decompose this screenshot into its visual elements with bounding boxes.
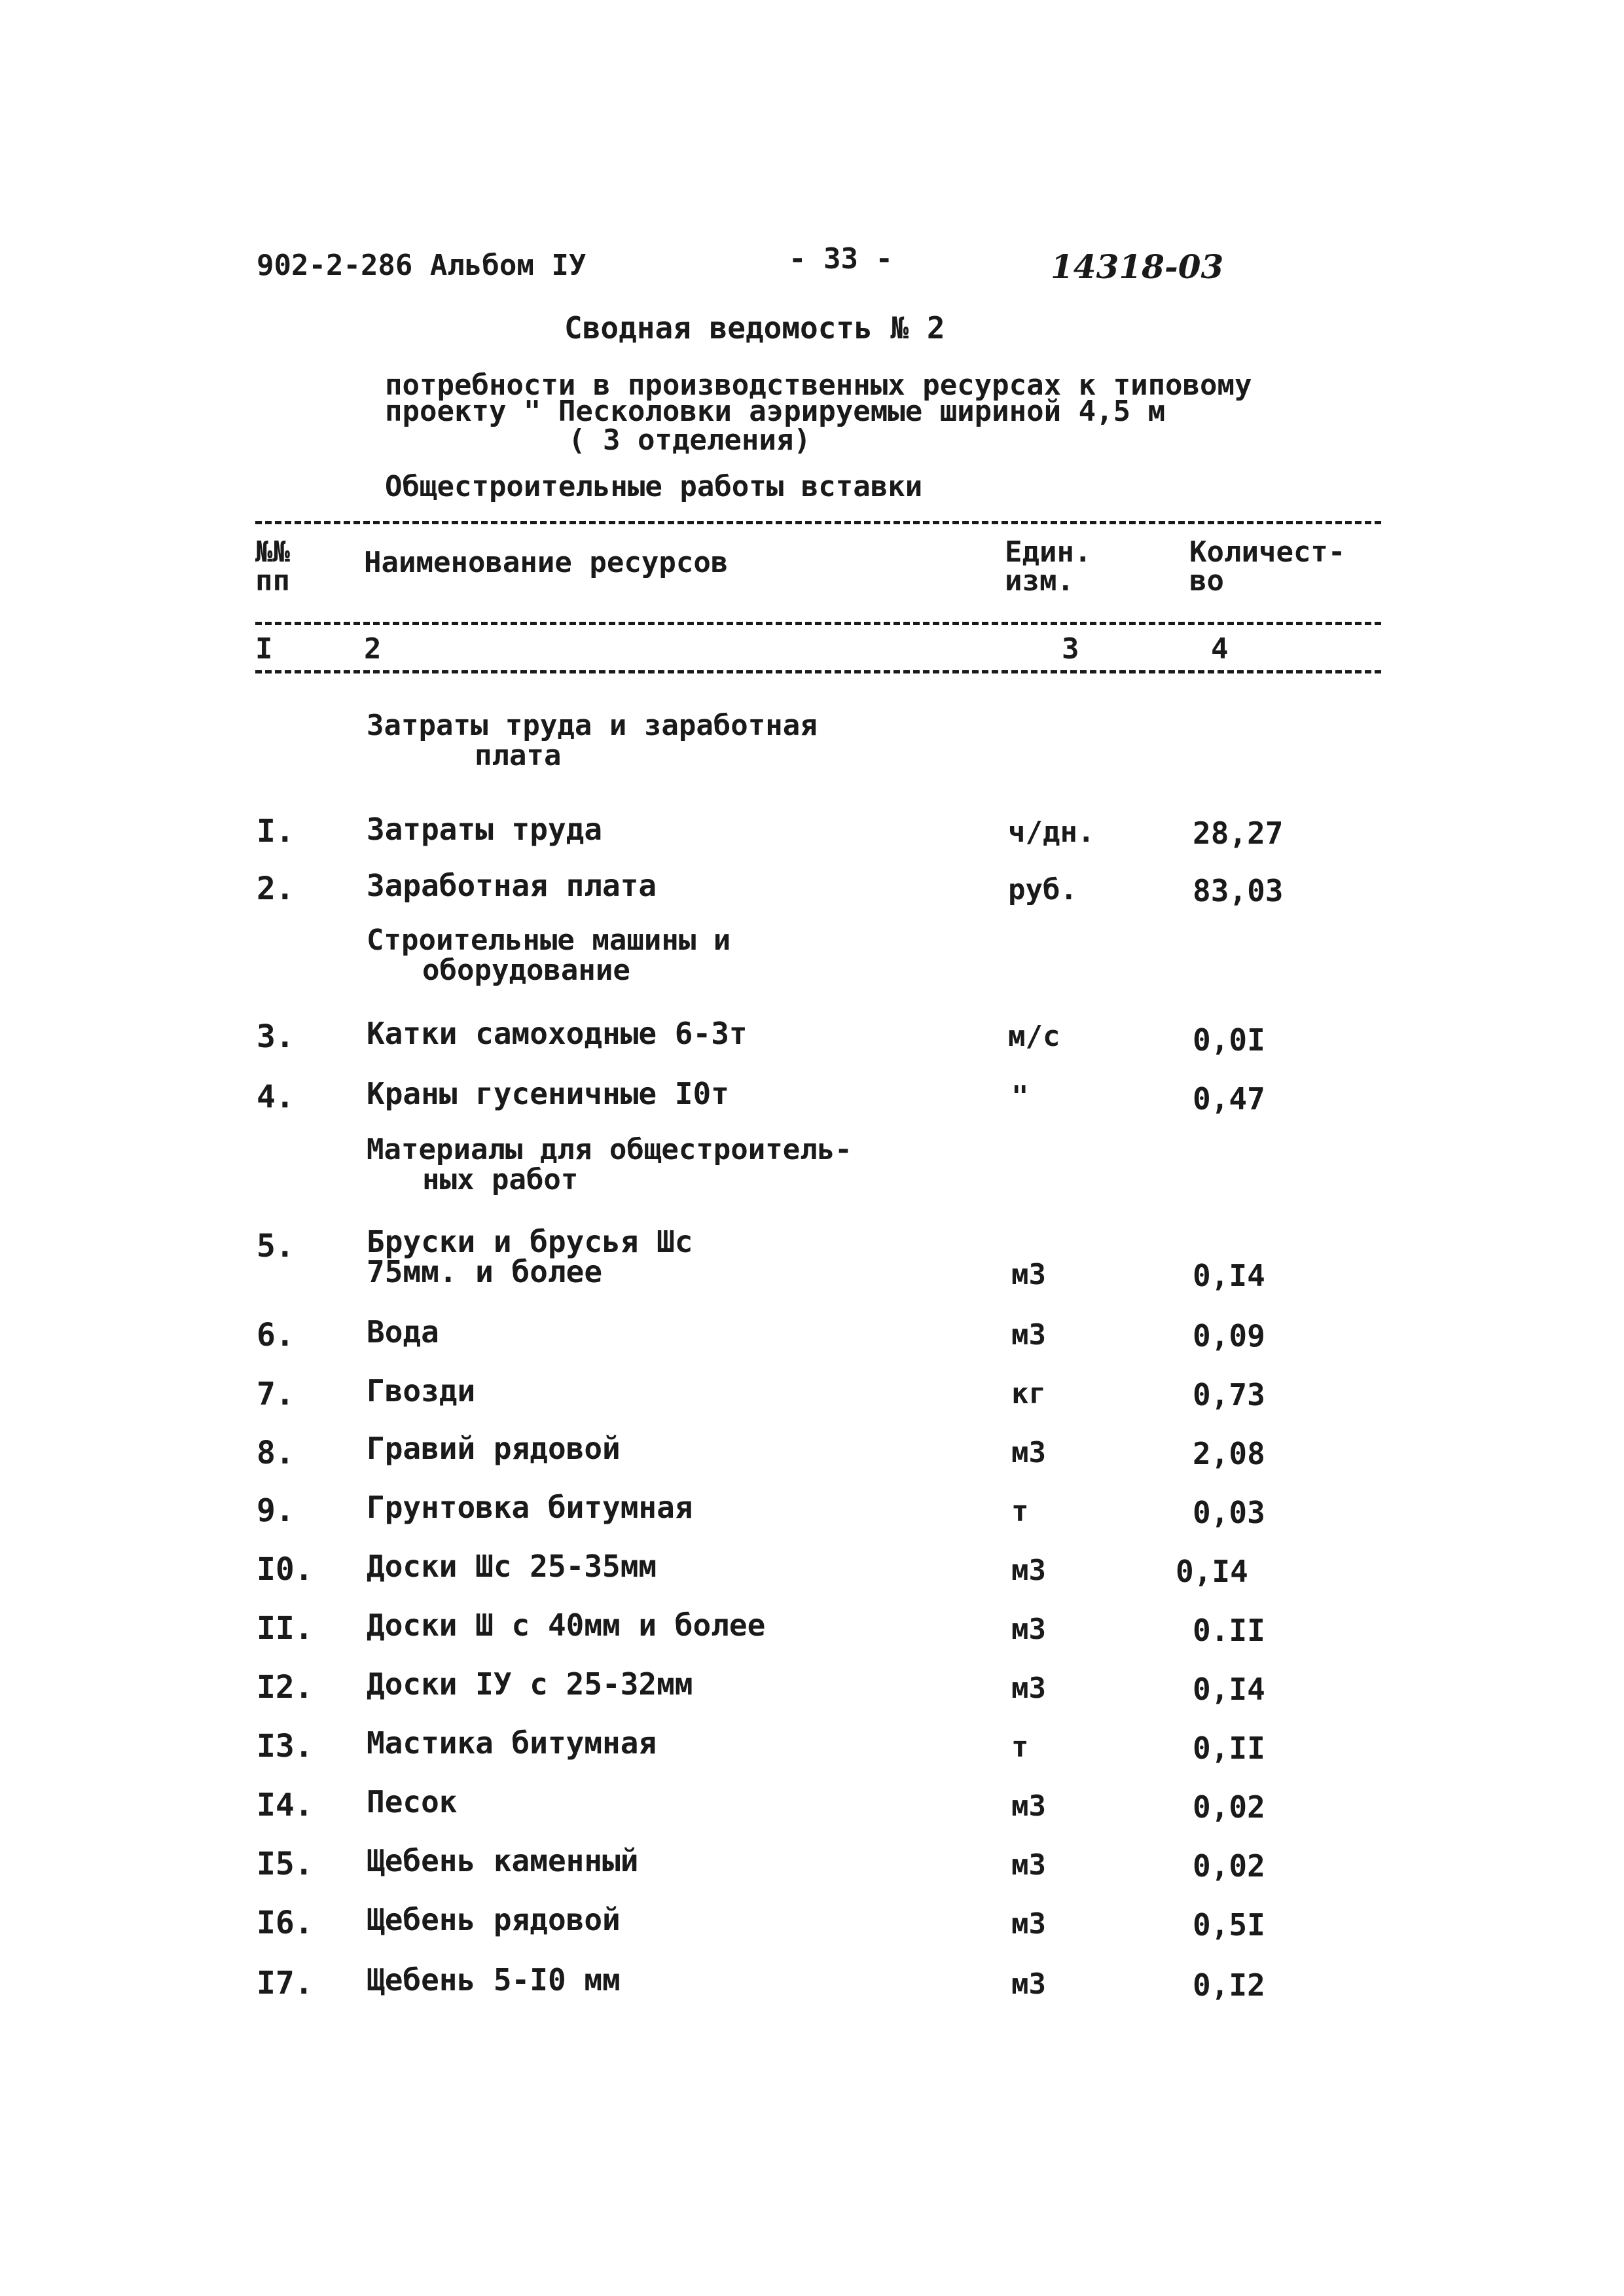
- table-top-rule: [255, 521, 1381, 524]
- row-name: Доски Шс 25-35мм: [367, 1549, 657, 1584]
- header-bottom-rule: [255, 622, 1381, 625]
- row-qty: 0,II: [1193, 1731, 1265, 1766]
- header-num: [255, 535, 290, 598]
- row-name: Краны гусеничные I0т: [367, 1076, 729, 1111]
- group-materials-line-1: Материалы для общестроитель-: [367, 1133, 852, 1166]
- row-qty: 0,03: [1193, 1495, 1265, 1530]
- row-num: 4.: [257, 1079, 295, 1115]
- row-num: II.: [257, 1610, 314, 1647]
- row-unit: м3: [1011, 1789, 1046, 1823]
- row-num: I5.: [257, 1846, 314, 1882]
- row-num: 6.: [257, 1317, 295, 1354]
- row-unit: м3: [1011, 1318, 1046, 1352]
- row-name: Доски Ш с 40мм и более: [367, 1607, 766, 1643]
- row-name: Гвозди: [367, 1373, 476, 1408]
- row-name-line-2: 75мм. и более: [367, 1254, 603, 1289]
- row-num: I4.: [257, 1787, 314, 1823]
- row-name: Песок: [367, 1784, 458, 1820]
- header-qty-line-2: во: [1189, 564, 1224, 598]
- row-qty: 0,I4: [1193, 1258, 1265, 1293]
- header-unit-line-1: Един.: [1005, 535, 1092, 569]
- row-qty: 0,5I: [1193, 1907, 1265, 1943]
- row-num: 9.: [257, 1492, 295, 1529]
- row-name: Вода: [367, 1314, 439, 1350]
- row-qty: 0,02: [1193, 1789, 1265, 1825]
- row-qty: 0,I4: [1193, 1672, 1265, 1707]
- header-num-line-1: №№: [255, 535, 290, 569]
- subtitle-line-3: ( 3 отделения): [568, 423, 811, 457]
- row-num: 3.: [257, 1018, 295, 1055]
- handwritten-number: 14318-03: [1051, 247, 1224, 286]
- row-qty: 28,27: [1193, 816, 1284, 851]
- row-unit: т: [1011, 1731, 1029, 1764]
- row-num: 7.: [257, 1376, 295, 1412]
- group-labor-line-1: Затраты труда и заработная: [367, 709, 818, 742]
- row-name: Щебень каменный: [367, 1843, 639, 1878]
- row-name: Гравий рядовой: [367, 1431, 621, 1466]
- row-unit: руб.: [1008, 873, 1077, 906]
- row-name: Заработная плата: [367, 868, 657, 903]
- row-unit: м3: [1011, 1672, 1046, 1705]
- subtitle-line-1: потребности в производственных ресурсах к типовому: [385, 368, 1252, 402]
- row-name: Катки самоходные 6-3т: [367, 1016, 748, 1051]
- group-materials: [367, 1135, 852, 1195]
- group-labor-line-2: плата: [475, 739, 562, 772]
- row-qty: 0,47: [1193, 1081, 1265, 1117]
- row-qty: 0,09: [1193, 1318, 1265, 1354]
- row-unit: м3: [1011, 1554, 1046, 1587]
- section-title: Общестроительные работы вставки: [385, 470, 923, 503]
- header-num-line-2: пп: [255, 564, 290, 598]
- group-labor: [367, 711, 818, 771]
- row-name: [367, 1224, 693, 1289]
- header-unit: [1005, 535, 1092, 598]
- row-unit: м3: [1011, 1848, 1046, 1882]
- row-num: 5.: [257, 1228, 295, 1265]
- row-name: Доски IУ с 25-32мм: [367, 1666, 693, 1702]
- row-qty: 0,I2: [1193, 1967, 1265, 2003]
- group-machines-line-1: Строительные машины и: [367, 924, 731, 957]
- row-num: I6.: [257, 1905, 314, 1941]
- row-num: 2.: [257, 870, 295, 907]
- row-qty: 0,02: [1193, 1848, 1265, 1884]
- index-col-3: 3: [1062, 632, 1079, 666]
- row-unit: м3: [1011, 1967, 1046, 2001]
- row-qty: 0,73: [1193, 1377, 1265, 1412]
- group-machines-line-2: оборудование: [422, 954, 630, 987]
- row-unit: кг: [1011, 1377, 1046, 1410]
- row-name: Щебень рядовой: [367, 1902, 621, 1937]
- header-qty-line-1: Количест-: [1189, 535, 1346, 569]
- row-unit: м3: [1011, 1907, 1046, 1941]
- row-num: I2.: [257, 1669, 314, 1706]
- row-qty: 2,08: [1193, 1436, 1265, 1471]
- row-qty: 0,I4: [1176, 1554, 1248, 1589]
- group-machines: [367, 925, 731, 986]
- row-unit: т: [1011, 1495, 1029, 1528]
- document-code: 902-2-286 Альбом IУ: [257, 249, 586, 282]
- index-col-4: 4: [1211, 632, 1229, 666]
- row-name: Мастика битумная: [367, 1725, 657, 1761]
- row-num: I.: [257, 813, 295, 850]
- group-materials-line-2: ных работ: [422, 1163, 579, 1196]
- header-name: Наименование ресурсов: [364, 546, 729, 579]
- index-col-1: I: [255, 632, 273, 666]
- row-unit: м3: [1011, 1613, 1046, 1646]
- row-num: I7.: [257, 1965, 314, 2001]
- row-qty: 0,0I: [1193, 1022, 1265, 1058]
- row-num: I3.: [257, 1728, 314, 1765]
- row-name: Щебень 5-I0 мм: [367, 1962, 621, 1998]
- row-unit: м/с: [1008, 1020, 1060, 1053]
- subtitle-line-2: проекту " Песколовки аэрируемые шириной 4,5 м: [385, 395, 1166, 428]
- header-qty: [1189, 535, 1346, 598]
- row-name: Грунтовка битумная: [367, 1490, 693, 1525]
- row-num: I0.: [257, 1551, 314, 1588]
- document-title: Сводная ведомость № 2: [564, 310, 945, 346]
- row-unit: м3: [1011, 1436, 1046, 1469]
- row-unit: ": [1011, 1080, 1029, 1113]
- row-unit: м3: [1011, 1258, 1046, 1291]
- index-col-2: 2: [364, 632, 382, 666]
- row-num: 8.: [257, 1435, 295, 1471]
- row-qty: 83,03: [1193, 873, 1284, 908]
- row-name-line-1: Бруски и брусья Шс: [367, 1224, 693, 1259]
- header-unit-line-2: изм.: [1005, 564, 1074, 598]
- row-name: Затраты труда: [367, 812, 603, 847]
- row-qty: 0.II: [1193, 1613, 1265, 1648]
- row-unit: ч/дн.: [1008, 816, 1095, 849]
- index-bottom-rule: [255, 670, 1381, 673]
- page-number: - 33 -: [789, 242, 893, 276]
